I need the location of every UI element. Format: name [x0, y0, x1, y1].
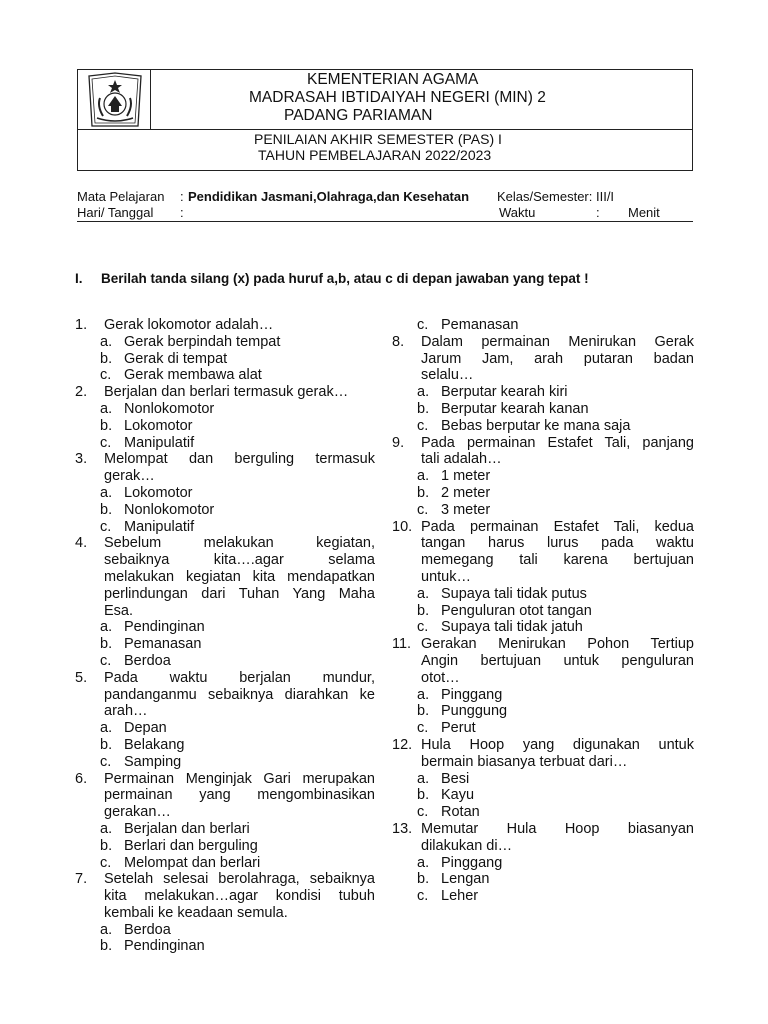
question-text: permainan yang mengombinasikan — [104, 787, 375, 804]
option-letter: c. — [100, 753, 112, 770]
header-box — [77, 69, 693, 171]
instruction-text: Berilah tanda silang (x) pada huruf a,b, atau c di depan jawaban yang tepat ! — [101, 271, 589, 286]
option-text: Manipulatif — [124, 518, 195, 535]
question-text: tali adalah… — [421, 451, 502, 468]
question-10-line — [392, 569, 694, 586]
option-letter: c. — [100, 367, 112, 384]
question-text: Gerakan Menirukan Pohon Tertiup — [421, 636, 694, 653]
option-letter: a. — [100, 484, 113, 501]
question-text: memegang tali karena bertujuan — [421, 552, 694, 569]
question-text: Dalam permainan Menirukan Gerak — [421, 333, 694, 350]
answer-option[interactable] — [392, 703, 694, 720]
answer-option[interactable] — [392, 401, 694, 418]
question-10-line — [392, 535, 694, 552]
option-letter: b. — [100, 501, 113, 518]
option-letter: a. — [417, 854, 430, 871]
option-text: Nonlokomotor — [124, 501, 215, 518]
option-letter: a. — [100, 619, 113, 636]
option-letter: b. — [100, 837, 113, 854]
answer-option[interactable] — [392, 502, 694, 519]
school-location: PADANG PARIAMAN — [284, 107, 433, 124]
option-letter: c. — [417, 317, 429, 333]
option-text: Belakang — [124, 736, 185, 753]
option-text: Perut — [441, 720, 476, 737]
answer-option[interactable] — [392, 468, 694, 485]
question-9-line — [392, 451, 694, 468]
option-text: 1 meter — [441, 468, 491, 485]
option-text: Lokomotor — [124, 417, 193, 434]
question-number: 5. — [75, 669, 88, 686]
question-4-line — [75, 535, 375, 552]
question-text: kembali ke keadaan semula. — [104, 904, 288, 921]
question-7-line — [75, 871, 375, 888]
question-7-line — [75, 905, 375, 922]
question-text: Berjalan dan berlari termasuk gerak… — [104, 384, 349, 401]
answer-option[interactable] — [392, 871, 694, 888]
question-11-line — [392, 670, 694, 687]
question-4-line — [75, 569, 375, 586]
question-3-line — [75, 451, 375, 468]
answer-option[interactable] — [392, 317, 694, 334]
answer-option[interactable] — [75, 720, 375, 737]
option-letter: c. — [417, 888, 429, 905]
option-letter: b. — [417, 703, 430, 720]
answer-option[interactable] — [75, 334, 375, 351]
question-text: arah… — [104, 703, 148, 720]
question-6-line — [75, 787, 375, 804]
option-text: Supaya tali tidak putus — [441, 585, 587, 602]
question-text: bermain biasanya terbuat dari… — [421, 753, 628, 770]
question-number: 11. — [392, 636, 412, 653]
option-letter: c. — [100, 434, 112, 451]
option-letter: c. — [100, 518, 112, 535]
option-text: Berdoa — [124, 652, 171, 669]
option-letter: a. — [100, 400, 113, 417]
question-text: kita melakukan…agar kondisi tubuh — [104, 888, 375, 905]
option-text: Rotan — [441, 804, 480, 821]
question-text: Pada permainan Estafet Tali, panjang — [421, 434, 694, 451]
option-text: Nonlokomotor — [124, 400, 215, 417]
answer-option[interactable] — [75, 351, 375, 368]
answer-option[interactable] — [75, 938, 375, 955]
ministry-emblem-icon — [81, 72, 149, 130]
header-divider-horizontal — [78, 129, 692, 130]
option-text: Lengan — [441, 871, 490, 888]
option-letter: c. — [417, 720, 429, 737]
question-text: otot… — [421, 669, 460, 686]
option-letter: b. — [100, 350, 113, 367]
day-date-label: Hari/ Tanggal — [77, 205, 154, 220]
option-text: Berjalan dan berlari — [124, 820, 250, 837]
day-date-colon: : — [180, 205, 184, 220]
question-8-line — [392, 351, 694, 368]
question-11-line — [392, 653, 694, 670]
question-10-line — [392, 552, 694, 569]
header-divider-vertical — [150, 70, 151, 129]
time-label: Waktu — [499, 205, 536, 220]
option-text: Supaya tali tidak jatuh — [441, 619, 583, 636]
option-letter: b. — [100, 938, 113, 955]
question-text: selalu… — [421, 367, 474, 384]
question-7-line — [75, 888, 375, 905]
answer-option[interactable] — [392, 485, 694, 502]
question-text: perlindungan dari Tuhan Yang Maha — [104, 585, 375, 602]
option-letter: b. — [100, 736, 113, 753]
option-letter: b. — [417, 602, 430, 619]
answer-option[interactable] — [75, 653, 375, 670]
class-semester: Kelas/Semester: III/I — [497, 189, 615, 204]
option-text: Berdoa — [124, 921, 171, 938]
question-number: 6. — [75, 770, 88, 787]
option-letter: c. — [417, 417, 429, 434]
question-text: Pada permainan Estafet Tali, kedua — [421, 518, 694, 535]
subject-label: Mata Pelajaran — [77, 189, 165, 204]
answer-option[interactable] — [392, 855, 694, 872]
answer-option[interactable] — [75, 754, 375, 771]
option-text: 2 meter — [441, 484, 491, 501]
answer-option[interactable] — [392, 888, 694, 905]
question-5-line — [75, 670, 375, 687]
question-text: Gerak lokomotor adalah… — [104, 317, 274, 333]
question-10-line — [392, 519, 694, 536]
question-1-line — [75, 317, 375, 334]
question-text: tangan harus lurus pada waktu — [421, 535, 694, 552]
option-text: Penguluran otot tangan — [441, 602, 592, 619]
answer-option[interactable] — [75, 485, 375, 502]
question-text: Setelah selesai berolahraga, sebaiknya — [104, 871, 375, 888]
answer-option[interactable] — [75, 401, 375, 418]
option-text: Gerak berpindah tempat — [124, 333, 281, 350]
question-text: Angin bertujuan untuk penguluran — [421, 652, 694, 669]
option-text: Melompat dan berlari — [124, 854, 261, 871]
meta-underline — [77, 221, 693, 222]
time-unit: Menit — [628, 205, 660, 220]
answer-option[interactable] — [75, 855, 375, 872]
question-text: Esa. — [104, 602, 134, 619]
questions-column-right — [392, 317, 694, 905]
question-text: gerak… — [104, 468, 155, 485]
option-letter: b. — [100, 636, 113, 653]
question-text: Melompat dan berguling termasuk — [104, 451, 375, 468]
question-2-line — [75, 384, 375, 401]
option-text: Manipulatif — [124, 434, 195, 451]
option-letter: a. — [417, 770, 430, 787]
option-letter: a. — [100, 820, 113, 837]
question-8-line — [392, 334, 694, 351]
answer-option[interactable] — [392, 771, 694, 788]
option-text: Berlari dan berguling — [124, 837, 258, 854]
answer-option[interactable] — [75, 619, 375, 636]
option-text: Pinggang — [441, 854, 503, 871]
option-letter: b. — [100, 417, 113, 434]
option-text: Berputar kearah kiri — [441, 384, 568, 401]
questions-column-left — [75, 317, 375, 955]
question-text: sebaiknya kita….agar selama — [104, 552, 375, 569]
option-letter: a. — [100, 333, 113, 350]
answer-option[interactable] — [392, 384, 694, 401]
time-colon: : — [596, 205, 600, 220]
question-4-line — [75, 586, 375, 603]
question-13-line — [392, 821, 694, 838]
question-4-line — [75, 603, 375, 620]
question-number: 3. — [75, 451, 88, 468]
answer-option[interactable] — [392, 603, 694, 620]
option-letter: b. — [417, 871, 430, 888]
question-number: 1. — [75, 317, 88, 333]
option-text: Pinggang — [441, 686, 503, 703]
answer-option[interactable] — [392, 787, 694, 804]
option-text: Pemanasan — [441, 317, 519, 333]
question-3-line — [75, 468, 375, 485]
question-number: 12. — [392, 736, 413, 753]
answer-option[interactable] — [75, 737, 375, 754]
question-text: Memutar Hula Hoop biasanyan — [421, 820, 694, 837]
answer-option[interactable] — [392, 418, 694, 435]
question-number: 8. — [392, 333, 405, 350]
option-text: Depan — [124, 720, 167, 737]
question-5-line — [75, 703, 375, 720]
option-text: Samping — [124, 753, 182, 770]
option-text: Besi — [441, 770, 470, 787]
answer-option[interactable] — [75, 502, 375, 519]
question-text: Sebelum melakukan kegiatan, — [104, 535, 375, 552]
option-letter: a. — [417, 686, 430, 703]
question-text: pandanganmu sebaiknya diarahkan ke — [104, 686, 375, 703]
question-12-line — [392, 737, 694, 754]
question-number: 2. — [75, 384, 88, 401]
question-text: Permainan Menginjak Gari merupakan — [104, 770, 375, 787]
answer-option[interactable] — [75, 418, 375, 435]
question-4-line — [75, 552, 375, 569]
option-text: Gerak di tempat — [124, 350, 228, 367]
question-11-line — [392, 636, 694, 653]
option-text: Berputar kearah kanan — [441, 400, 589, 417]
section-number: I. — [75, 271, 83, 286]
option-letter: c. — [417, 501, 429, 518]
answer-option[interactable] — [75, 435, 375, 452]
question-number: 7. — [75, 871, 88, 888]
question-text: Hula Hoop yang digunakan untuk — [421, 736, 694, 753]
option-text: 3 meter — [441, 501, 491, 518]
question-text: dilakukan di… — [421, 837, 513, 854]
option-letter: b. — [417, 484, 430, 501]
exam-year: TAHUN PEMBELAJARAN 2022/2023 — [258, 147, 492, 163]
question-number: 4. — [75, 535, 88, 552]
question-text: Pada waktu berjalan mundur, — [104, 669, 375, 686]
answer-option[interactable] — [392, 586, 694, 603]
option-text: Lokomotor — [124, 484, 193, 501]
question-9-line — [392, 435, 694, 452]
subject-colon: : — [180, 189, 184, 204]
option-text: Pendinginan — [124, 619, 205, 636]
option-text: Punggung — [441, 703, 508, 720]
option-text: Kayu — [441, 787, 475, 804]
subject-value: Pendidikan Jasmani,Olahraga,dan Kesehatan — [188, 189, 470, 204]
answer-option[interactable] — [392, 720, 694, 737]
option-letter: b. — [417, 787, 430, 804]
option-text: Leher — [441, 888, 479, 905]
answer-option[interactable] — [392, 687, 694, 704]
question-text: Jarum Jam, arah putaran badan — [421, 350, 694, 367]
option-letter: a. — [100, 921, 113, 938]
question-number: 10. — [392, 518, 413, 535]
question-5-line — [75, 687, 375, 704]
question-13-line — [392, 838, 694, 855]
option-letter: c. — [417, 804, 429, 821]
option-text: Bebas berputar ke mana saja — [441, 417, 631, 434]
question-12-line — [392, 754, 694, 771]
answer-option[interactable] — [75, 838, 375, 855]
question-number: 13. — [392, 820, 413, 837]
option-letter: a. — [417, 585, 430, 602]
answer-option[interactable] — [75, 636, 375, 653]
question-text: gerakan… — [104, 804, 171, 821]
question-6-line — [75, 804, 375, 821]
option-letter: c. — [417, 619, 429, 636]
question-number: 9. — [392, 434, 405, 451]
option-text: Gerak membawa alat — [124, 367, 262, 384]
question-6-line — [75, 771, 375, 788]
answer-option[interactable] — [75, 922, 375, 939]
answer-option[interactable] — [75, 821, 375, 838]
answer-option[interactable] — [392, 804, 694, 821]
school-name: MADRASAH IBTIDAIYAH NEGERI (MIN) 2 — [249, 89, 546, 106]
option-letter: c. — [100, 854, 112, 871]
question-text: untuk… — [421, 568, 471, 585]
option-text: Pemanasan — [124, 636, 202, 653]
answer-option[interactable] — [392, 619, 694, 636]
option-text: Pendinginan — [124, 938, 205, 955]
answer-option[interactable] — [75, 519, 375, 536]
option-letter: c. — [100, 652, 112, 669]
exam-title: PENILAIAN AKHIR SEMESTER (PAS) I — [254, 131, 502, 147]
option-letter: a. — [417, 384, 430, 401]
option-letter: b. — [417, 400, 430, 417]
question-text: melakukan kegiatan kita mendapatkan — [104, 568, 375, 585]
answer-option[interactable] — [75, 367, 375, 384]
option-letter: a. — [417, 468, 430, 485]
option-letter: a. — [100, 720, 113, 737]
question-8-line — [392, 367, 694, 384]
ministry-name: KEMENTERIAN AGAMA — [307, 71, 479, 88]
